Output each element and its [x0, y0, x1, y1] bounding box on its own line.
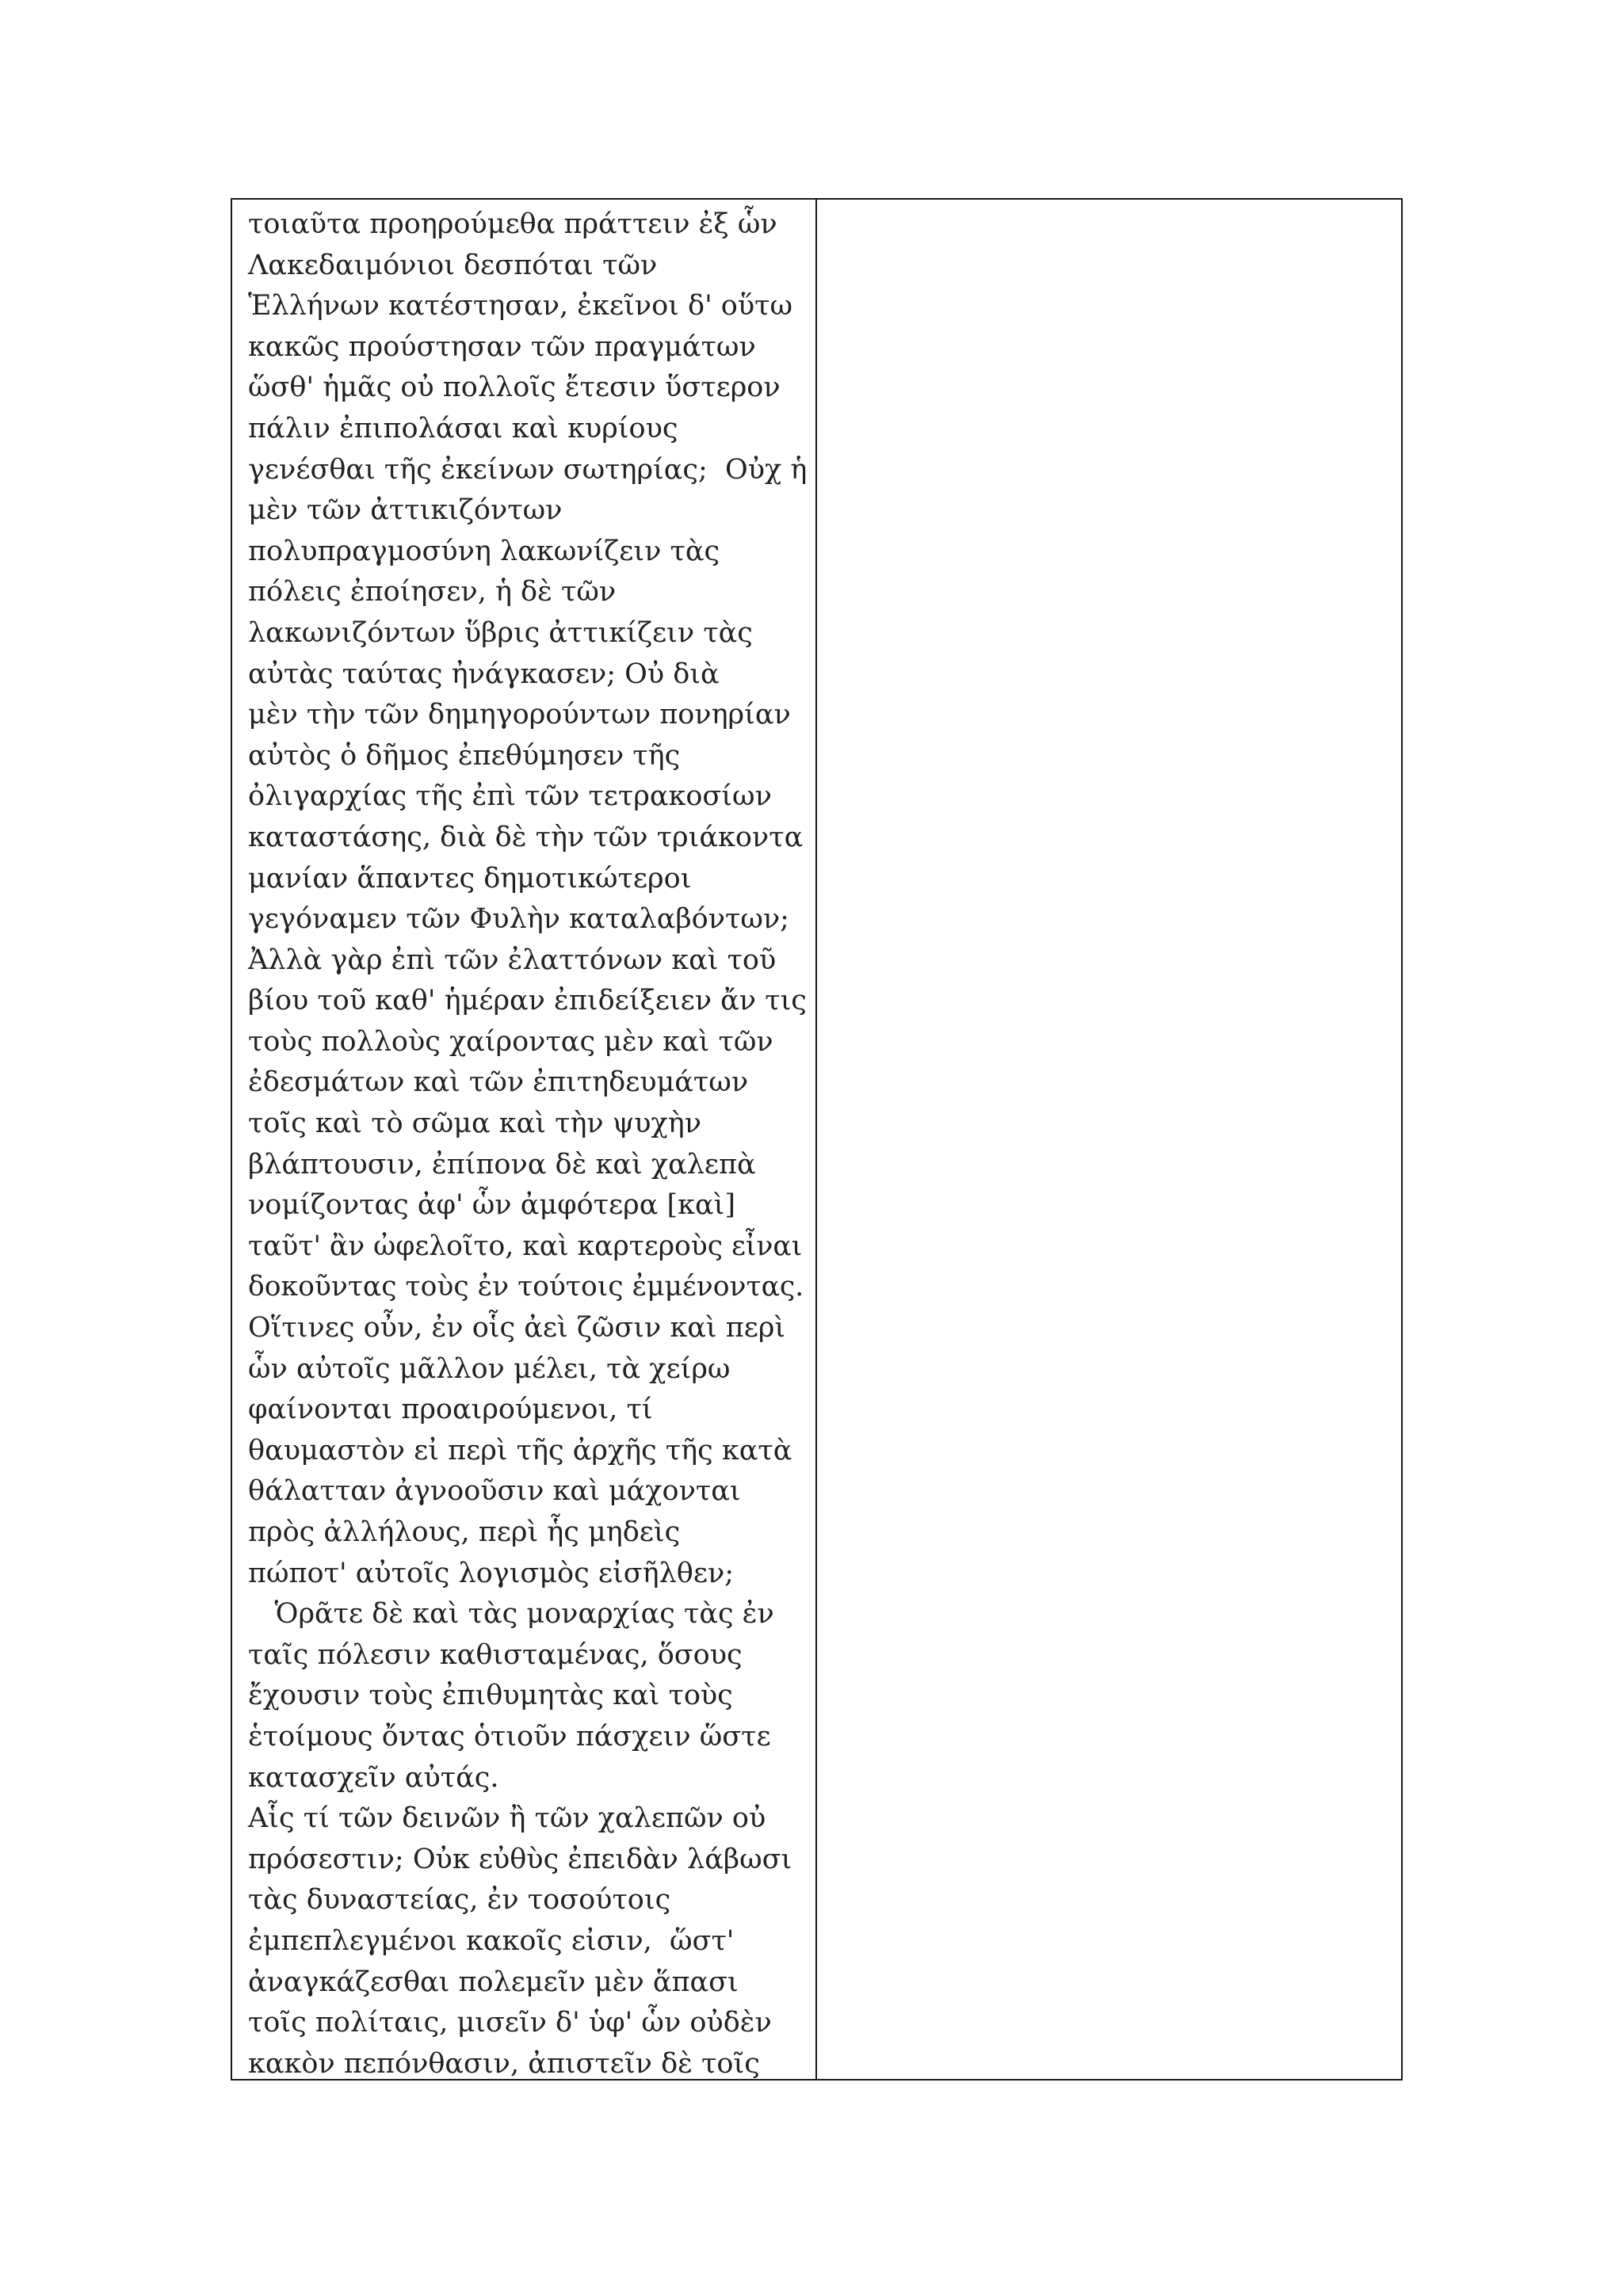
- text-line: πρόσεστιν; Οὐκ εὐθὺς ἐπειδὰν λάβωσι: [248, 1843, 792, 1875]
- text-line: αὐτὰς ταύτας ἠνάγκασεν; Οὐ διὰ: [248, 658, 720, 690]
- text-line: τοῖς πολίταις, μισεῖν δ' ὑφ' ὧν οὐδὲν: [248, 2007, 772, 2039]
- greek-text-column: [232, 200, 817, 2079]
- text-line: πάλιν ἐπιπολάσαι καὶ κυρίους: [248, 412, 678, 444]
- text-line: πόλεις ἐποίησεν, ἡ δὲ τῶν: [248, 576, 617, 608]
- text-line: θαυμαστὸν εἰ περὶ τῆς ἀρχῆς τῆς κατὰ: [248, 1434, 792, 1466]
- text-line: φαίνονται προαιρούμενοι, τί: [248, 1394, 653, 1426]
- text-line: θάλατταν ἀγνοοῦσιν καὶ μάχονται: [248, 1475, 741, 1508]
- text-line: κακὸν πεπόνθασιν, ἀπιστεῖν δὲ τοῖς: [248, 2047, 760, 2079]
- text-line: Οἵτινες οὖν, ἐν οἷς ἀεὶ ζῶσιν καὶ περὶ: [248, 1312, 786, 1344]
- text-line: λακωνιζόντων ὕβρις ἀττικίζειν τὰς: [248, 616, 753, 649]
- text-line: δοκοῦντας τοὺς ἐν τούτοις ἐμμένοντας.: [248, 1271, 804, 1303]
- two-column-table: [231, 198, 1403, 2081]
- text-line: τοὺς πολλοὺς χαίροντας μὲν καὶ τῶν: [248, 1025, 773, 1058]
- text-line: ἀναγκάζεσθαι πολεμεῖν μὲν ἅπασι: [248, 1966, 739, 1998]
- text-line: ἐδεσμάτων καὶ τῶν ἐπιτηδευμάτων: [248, 1066, 749, 1099]
- text-line: νομίζοντας ἀφ' ὧν ἀμφότερα [καὶ]: [248, 1189, 736, 1222]
- text-line: ταῦτ' ἂν ὠφελοῖτο, καὶ καρτεροὺς εἶναι: [248, 1230, 803, 1262]
- text-line: αὐτὸς ὁ δῆμος ἐπεθύμησεν τῆς: [248, 739, 681, 772]
- text-line: μὲν τῶν ἀττικιζόντων: [248, 494, 563, 527]
- text-line: Λακεδαιμόνιοι δεσπόται τῶν: [248, 249, 658, 281]
- text-line: ὀλιγαρχίας τῆς ἐπὶ τῶν τετρακοσίων: [248, 780, 772, 813]
- text-line: ἑτοίμους ὄντας ὁτιοῦν πάσχειν ὥστε: [248, 1720, 771, 1753]
- text-line: Ὁρᾶτε δὲ καὶ τὰς μοναρχίας τὰς ἐν: [248, 1598, 774, 1630]
- text-line: πρὸς ἀλλήλους, περὶ ἧς μηδεὶς: [248, 1516, 681, 1548]
- text-line: κατασχεῖν αὐτάς.: [248, 1761, 499, 1794]
- text-line: ἔχουσιν τοὺς ἐπιθυμητὰς καὶ τοὺς: [248, 1680, 733, 1712]
- text-line: τοῖς καὶ τὸ σῶμα καὶ τὴν ψυχὴν: [248, 1108, 702, 1140]
- text-line: γεγόναμεν τῶν Φυλὴν καταλαβόντων;: [248, 903, 789, 936]
- empty-translation-column: [817, 200, 1401, 2079]
- text-line: μὲν τὴν τῶν δημηγορούντων πονηρίαν: [248, 699, 791, 731]
- text-line: Ἀλλὰ γὰρ ἐπὶ τῶν ἐλαττόνων καὶ τοῦ: [248, 944, 777, 976]
- text-line: πώποτ' αὐτοῖς λογισμὸς εἰσῆλθεν;: [248, 1557, 735, 1589]
- text-line: τὰς δυναστείας, ἐν τοσούτοις: [248, 1884, 671, 1917]
- text-line: γενέσθαι τῆς ἐκείνων σωτηρίας; Οὐχ ἡ: [248, 453, 808, 486]
- text-line: Αἷς τί τῶν δεινῶν ἢ τῶν χαλεπῶν οὐ: [248, 1802, 766, 1835]
- text-line: Ἑλλήνων κατέστησαν, ἐκεῖνοι δ' οὕτω: [248, 290, 793, 322]
- text-line: κακῶς προύστησαν τῶν πραγμάτων: [248, 330, 756, 363]
- text-line: ὥσθ' ἡμᾶς οὐ πολλοῖς ἔτεσιν ὕστερον: [248, 372, 781, 404]
- text-line: ταῖς πόλεσιν καθισταμένας, ὅσους: [248, 1638, 743, 1671]
- text-line: τοιαῦτα προηρούμεθα πράττειν ἐξ ὧν: [248, 208, 777, 240]
- text-line: βίου τοῦ καθ' ἡμέραν ἐπιδείξειεν ἄν τις: [248, 985, 807, 1017]
- text-line: πολυπραγμοσύνη λακωνίζειν τὰς: [248, 535, 720, 567]
- text-line: ὧν αὐτοῖς μᾶλλον μέλει, τὰ χείρω: [248, 1352, 731, 1385]
- text-line: καταστάσης, διὰ δὲ τὴν τῶν τριάκοντα: [248, 821, 804, 853]
- text-line: ἐμπεπλεγμένοι κακοῖς εἰσιν, ὥστ': [248, 1924, 735, 1957]
- text-line: βλάπτουσιν, ἐπίπονα δὲ καὶ χαλεπὰ: [248, 1148, 756, 1180]
- text-line: μανίαν ἅπαντες δημοτικώτεροι: [248, 862, 692, 894]
